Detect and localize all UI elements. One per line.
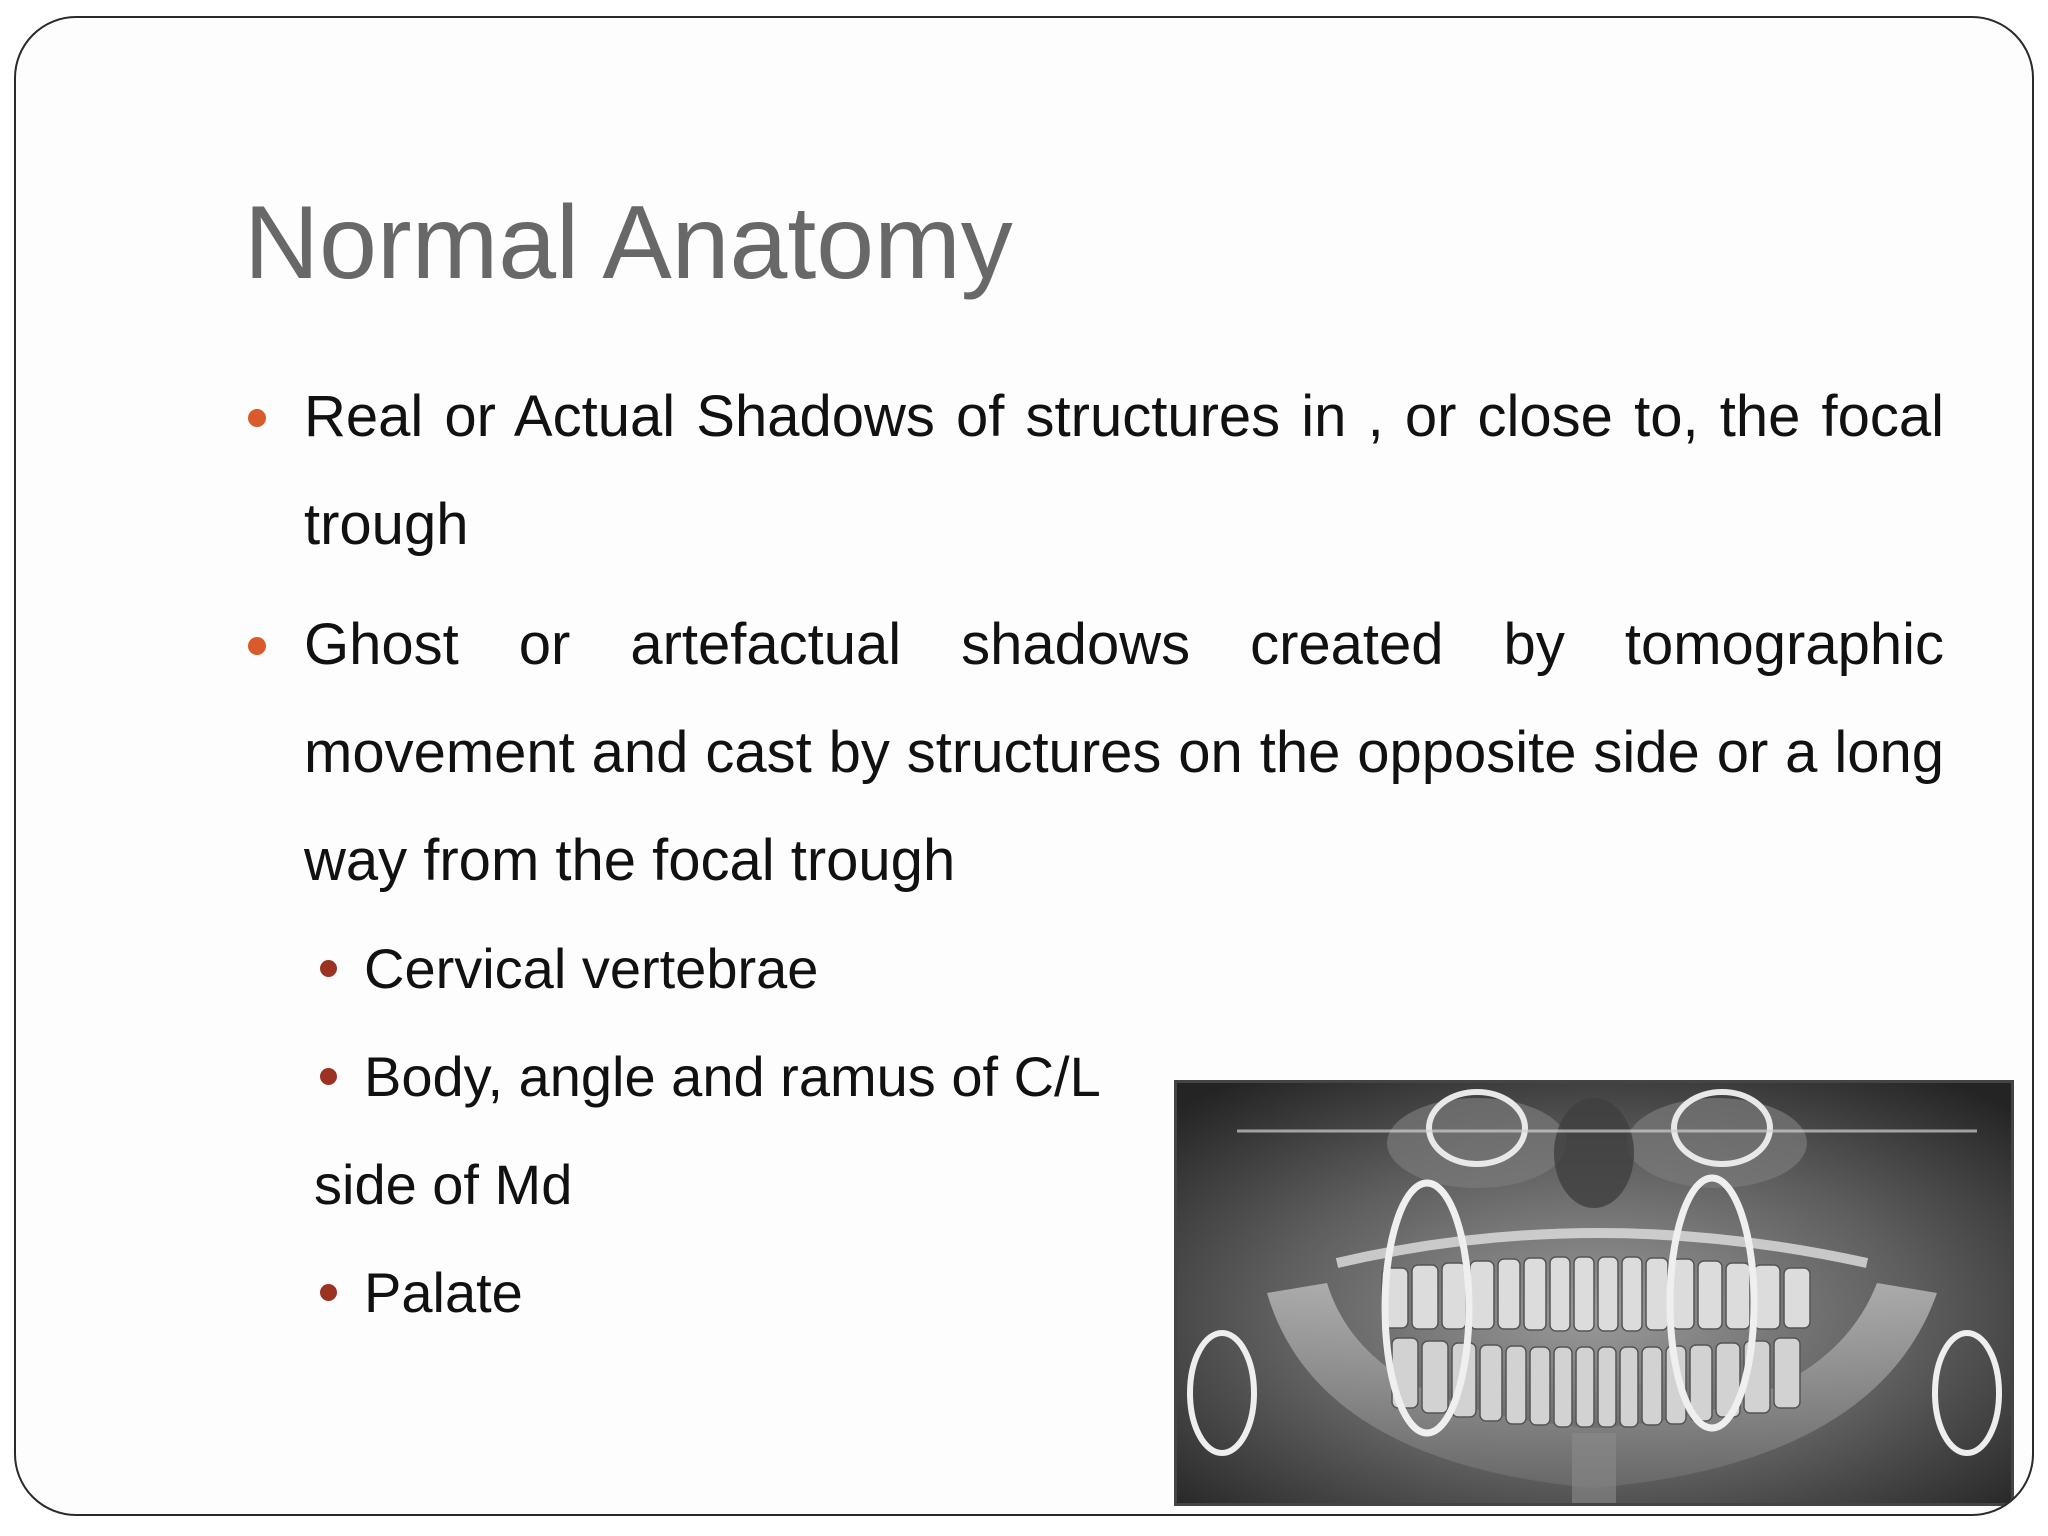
sub-bullet-continuation: side of Md — [314, 1153, 573, 1216]
bullet-dot-icon — [248, 637, 266, 655]
sub-bullet-item-cervical-vertebrae — [244, 915, 1944, 1023]
panoramic-xray-image — [1174, 1080, 2014, 1506]
slide-frame — [14, 16, 2034, 1516]
xray-illustration — [1177, 1083, 2011, 1503]
bullet-dot-icon — [248, 409, 266, 427]
slide-title: Normal Anatomy — [244, 185, 1013, 301]
sub-bullet-dot-icon — [320, 960, 337, 977]
sub-bullet-dot-icon — [320, 1284, 337, 1301]
bullet-item-ghost-shadows — [244, 591, 1944, 915]
sub-bullet-text: Body, angle and ramus of C/L — [364, 1045, 1101, 1108]
sub-bullet-text: Palate — [364, 1261, 523, 1324]
bullet-text: Ghost or artefactual shadows created by tomographic movement and cast by structures on the opposite side or a long way from the focal trough — [304, 612, 1944, 893]
sub-bullet-dot-icon — [320, 1068, 337, 1085]
bullet-text: Real or Actual Shadows of structures in , or close to, the focal trough — [304, 384, 1944, 557]
bullet-item-real-shadows — [244, 363, 1944, 579]
sub-bullet-text: Cervical vertebrae — [364, 937, 819, 1000]
